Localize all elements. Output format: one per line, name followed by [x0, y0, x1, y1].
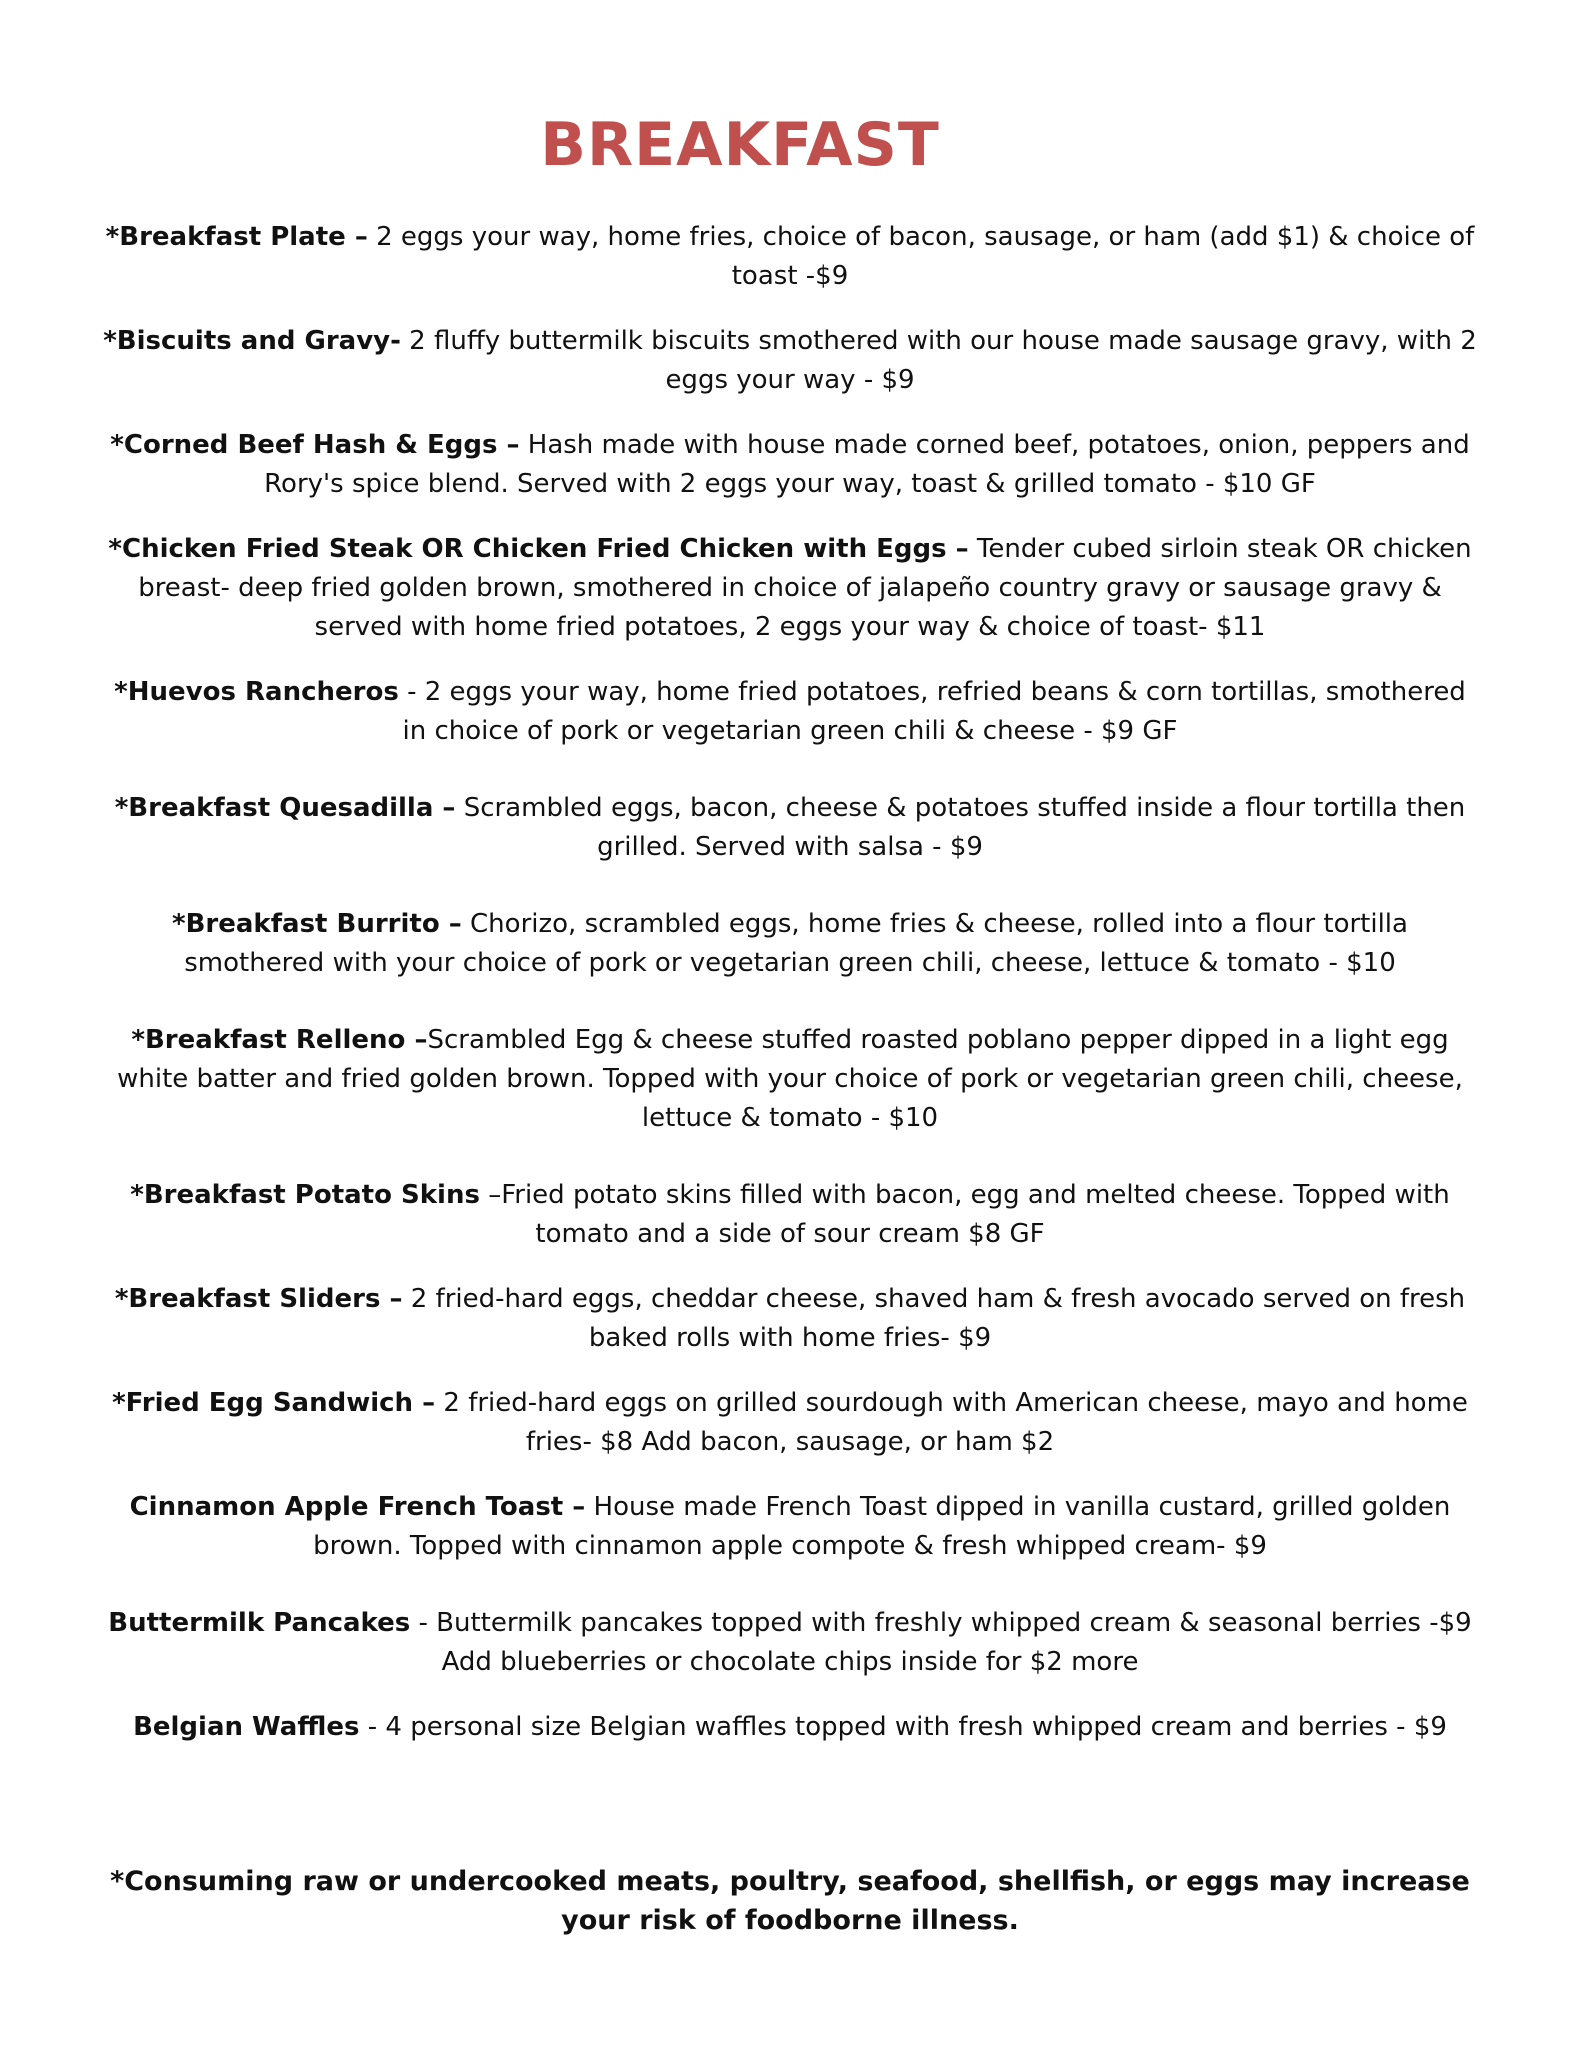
- menu-title: BREAKFAST: [540, 110, 940, 180]
- item-description: - 2 eggs your way, home fried potatoes, refried beans & corn tortillas, smothered in choice of pork or vegetarian green chili & cheese - $9 GF: [398, 677, 1466, 746]
- item-name: *Breakfast Sliders –: [114, 1284, 403, 1314]
- item-description: - Buttermilk pancakes topped with freshly whipped cream & seasonal berries -$9 Add blueberries or chocolate chips inside for $2 more: [410, 1608, 1472, 1677]
- menu-items: [100, 218, 1480, 1773]
- menu-item: [100, 789, 1480, 867]
- item-description: Scrambled eggs, bacon, cheese & potatoes stuffed inside a flour tortilla then grilled. Served with salsa - $9: [455, 793, 1466, 862]
- item-description: Tender cubed sirloin steak OR chicken breast- deep fried golden brown, smothered in choice of jalapeño country gravy or sausage gravy & served with home fried potatoes, 2 eggs your way & choice of toast- $11: [138, 534, 1472, 642]
- menu-item: [100, 1384, 1480, 1462]
- item-name: Buttermilk Pancakes: [108, 1608, 411, 1638]
- item-name: *Fried Egg Sandwich –: [112, 1388, 436, 1418]
- item-name: *Corned Beef Hash & Eggs –: [110, 430, 520, 460]
- item-description: 2 eggs your way, home fries, choice of bacon, sausage, or ham (add $1) & choice of toast -$9: [367, 222, 1475, 291]
- item-description: 2 fluffy buttermilk biscuits smothered with our house made sausage gravy, with 2 eggs your way - $9: [400, 326, 1477, 395]
- item-description: House made French Toast dipped in vanilla custard, grilled golden brown. Topped with cinnamon apple compote & fresh whipped cream- $9: [313, 1492, 1451, 1561]
- menu-item: [100, 426, 1480, 504]
- menu-item: [100, 905, 1480, 983]
- item-name: Cinnamon Apple French Toast –: [129, 1492, 586, 1522]
- menu-item: [100, 218, 1480, 296]
- item-name: *Huevos Rancheros: [114, 677, 399, 707]
- item-name: *Breakfast Relleno –: [131, 1025, 428, 1055]
- menu-item: [100, 1280, 1480, 1358]
- allergy-disclaimer: *Consuming raw or undercooked meats, poultry, seafood, shellfish, or eggs may increase your risk of foodborne illness.: [110, 1866, 1470, 1936]
- item-description: Scrambled Egg & cheese stuffed roasted poblano pepper dipped in a light egg white batter and fried golden brown. Topped with your choice of pork or vegetarian green chili, cheese, lettuce & tomato - $10: [117, 1025, 1463, 1133]
- menu-item: [100, 1708, 1480, 1747]
- item-name: *Breakfast Plate –: [105, 222, 368, 252]
- menu-item: [100, 322, 1480, 400]
- item-name: *Breakfast Quesadilla –: [114, 793, 456, 823]
- item-name: *Biscuits and Gravy-: [103, 326, 401, 356]
- item-name: *Chicken Fried Steak OR Chicken Fried Chicken with Eggs –: [108, 534, 969, 564]
- item-name: *Breakfast Potato Skins: [130, 1180, 480, 1210]
- item-name: Belgian Waffles: [133, 1712, 360, 1742]
- menu-item: [100, 530, 1480, 647]
- item-description: Hash made with house made corned beef, potatoes, onion, peppers and Rory's spice blend. Served with 2 eggs your way, toast & grilled tomato - $10 GF: [264, 430, 1470, 499]
- item-description: Chorizo, scrambled eggs, home fries & cheese, rolled into a flour tortilla smothered with your choice of pork or vegetarian green chili, cheese, lettuce & tomato - $10: [184, 909, 1408, 978]
- item-description: –Fried potato skins filled with bacon, egg and melted cheese. Topped with tomato and a side of sour cream $8 GF: [479, 1180, 1450, 1249]
- menu-item: [100, 1021, 1480, 1138]
- item-description: 2 fried-hard eggs on grilled sourdough with American cheese, mayo and home fries- $8 Add bacon, sausage, or ham $2: [435, 1388, 1468, 1457]
- menu-item: [100, 1176, 1480, 1254]
- menu-item: [100, 1488, 1480, 1566]
- menu-item: [100, 1604, 1480, 1682]
- menu-item: [100, 673, 1480, 751]
- item-name: *Breakfast Burrito –: [172, 909, 462, 939]
- item-description: - 4 personal size Belgian waffles topped with fresh whipped cream and berries - $9: [359, 1712, 1447, 1742]
- item-description: 2 fried-hard eggs, cheddar cheese, shaved ham & fresh avocado served on fresh baked rolls with home fries- $9: [402, 1284, 1466, 1353]
